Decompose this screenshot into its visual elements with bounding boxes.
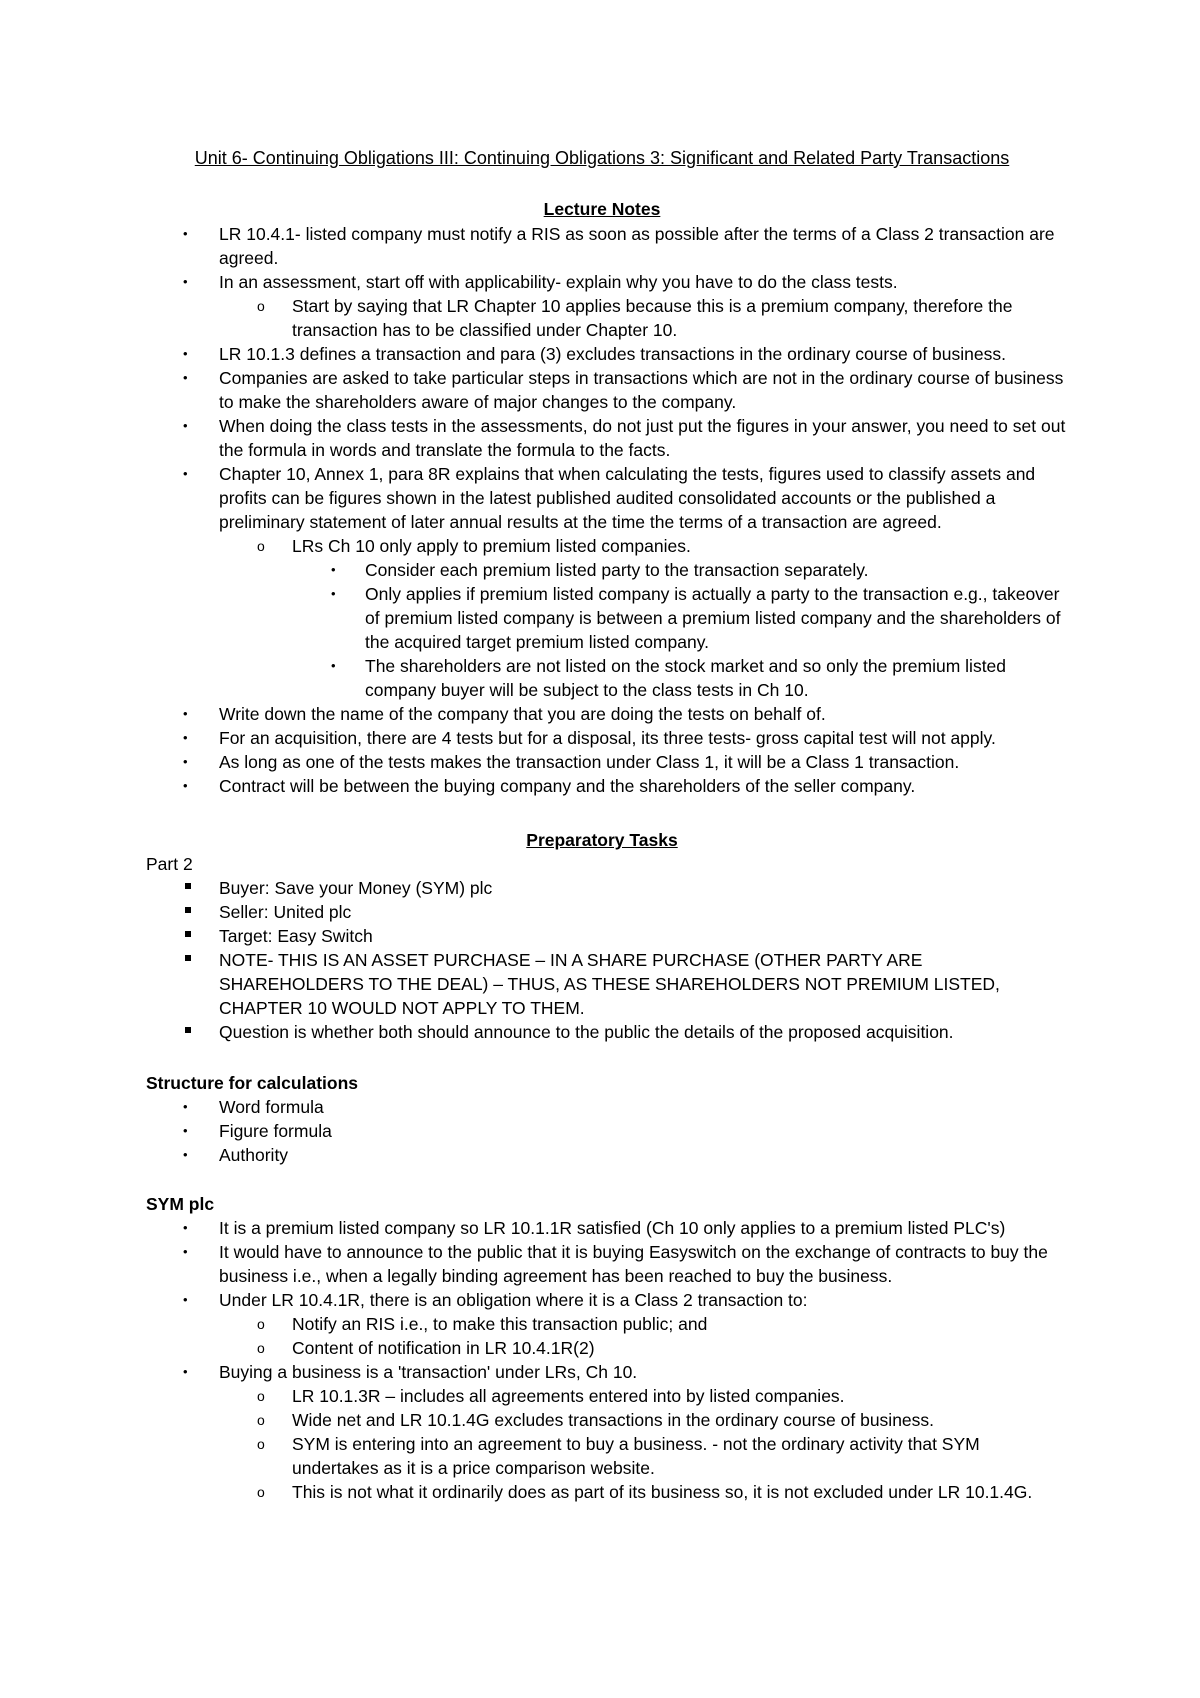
list-item-text: It is a premium listed company so LR 10.1.1R satisfied (Ch 10 only applies to a premium listed PLC's) bbox=[219, 1218, 1006, 1238]
circle-bullet-icon: o bbox=[257, 1484, 265, 1500]
list-item bbox=[0, 534, 1200, 558]
list-item-text: Content of notification in LR 10.4.1R(2) bbox=[292, 1338, 595, 1358]
square-bullet-icon bbox=[185, 955, 191, 961]
preparatory-list bbox=[0, 876, 1200, 1044]
list-item bbox=[0, 1095, 1200, 1119]
bullet-icon: • bbox=[183, 706, 188, 721]
list-item-text: Buying a business is a 'transaction' under LRs, Ch 10. bbox=[219, 1362, 638, 1382]
square-bullet-icon bbox=[185, 907, 191, 913]
list-item bbox=[0, 1312, 1200, 1336]
circle-bullet-icon: o bbox=[257, 1316, 265, 1332]
list-item bbox=[0, 1384, 1200, 1408]
list-item bbox=[0, 294, 1200, 342]
list-item-text: LRs Ch 10 only apply to premium listed companies. bbox=[292, 536, 691, 556]
bullet-icon: • bbox=[183, 418, 188, 433]
lecture-notes-list bbox=[0, 222, 1200, 798]
list-item-text: Seller: United plc bbox=[219, 902, 352, 922]
structure-heading: Structure for calculations bbox=[146, 1073, 358, 1093]
bullet-icon: • bbox=[183, 1147, 188, 1162]
list-item bbox=[0, 582, 1200, 654]
bullet-icon: • bbox=[183, 1220, 188, 1235]
list-item-text: In an assessment, start off with applicability- explain why you have to do the class tests. bbox=[219, 272, 898, 292]
list-item-text: Authority bbox=[219, 1145, 289, 1165]
list-item-text: Chapter 10, Annex 1, para 8R explains that when calculating the tests, figures used to classify assets and profits can be figures shown in the latest published audited consolidated accounts or the published a preliminary statement of later annual results at the time the terms of a transaction are agreed. bbox=[219, 464, 1036, 532]
bullet-icon: • bbox=[331, 586, 336, 601]
bullet-icon: • bbox=[331, 658, 336, 673]
list-item bbox=[0, 366, 1200, 414]
list-item bbox=[0, 1408, 1200, 1432]
list-item-text: Buyer: Save your Money (SYM) plc bbox=[219, 878, 493, 898]
bullet-icon: • bbox=[183, 778, 188, 793]
list-item bbox=[0, 1336, 1200, 1360]
list-item-text: Word formula bbox=[219, 1097, 324, 1117]
list-item bbox=[0, 900, 1200, 924]
lecture-notes-heading: Lecture Notes bbox=[543, 199, 661, 219]
list-item bbox=[0, 342, 1200, 366]
bullet-icon: • bbox=[183, 1292, 188, 1307]
bullet-icon: • bbox=[183, 466, 188, 481]
bullet-icon: • bbox=[183, 346, 188, 361]
list-item bbox=[0, 750, 1200, 774]
circle-bullet-icon: o bbox=[257, 1340, 265, 1356]
list-item-text: It would have to announce to the public that it is buying Easyswitch on the exchange of contracts to buy the business i.e., when a legally binding agreement has been reached to buy the business. bbox=[219, 1242, 1048, 1286]
list-item bbox=[0, 558, 1200, 582]
bullet-icon: • bbox=[183, 1364, 188, 1379]
bullet-icon: • bbox=[331, 562, 336, 577]
bullet-icon: • bbox=[183, 1099, 188, 1114]
square-bullet-icon bbox=[185, 931, 191, 937]
list-item-text: Target: Easy Switch bbox=[219, 926, 373, 946]
list-item-text: Contract will be between the buying company and the shareholders of the seller company. bbox=[219, 776, 916, 796]
square-bullet-icon bbox=[185, 883, 191, 889]
list-item-text: LR 10.1.3 defines a transaction and para (3) excludes transactions in the ordinary course of business. bbox=[219, 344, 1006, 364]
list-item bbox=[0, 876, 1200, 900]
sym-heading: SYM plc bbox=[146, 1194, 215, 1214]
bullet-icon: • bbox=[183, 370, 188, 385]
list-item bbox=[0, 1216, 1200, 1240]
list-item bbox=[0, 1480, 1200, 1504]
circle-bullet-icon: o bbox=[257, 538, 265, 554]
list-item-text: NOTE- THIS IS AN ASSET PURCHASE – IN A SHARE PURCHASE (OTHER PARTY ARE SHAREHOLDERS TO THE DEAL) – THUS, AS THESE SHAREHOLDERS NOT PREMIUM LISTED, CHAPTER 10 WOULD NOT APPLY TO THEM. bbox=[219, 950, 1000, 1018]
bullet-icon: • bbox=[183, 730, 188, 745]
bullet-icon: • bbox=[183, 754, 188, 769]
list-item-text: Notify an RIS i.e., to make this transaction public; and bbox=[292, 1314, 708, 1334]
list-item bbox=[0, 702, 1200, 726]
list-item bbox=[0, 1020, 1200, 1044]
list-item-text: Write down the name of the company that you are doing the tests on behalf of. bbox=[219, 704, 826, 724]
list-item bbox=[0, 774, 1200, 798]
list-item bbox=[0, 1288, 1200, 1312]
structure-list bbox=[0, 1095, 1200, 1167]
list-item bbox=[0, 462, 1200, 534]
list-item bbox=[0, 1432, 1200, 1480]
circle-bullet-icon: o bbox=[257, 1436, 265, 1452]
list-item-text: Consider each premium listed party to the transaction separately. bbox=[365, 560, 869, 580]
list-item-text: LR 10.1.3R – includes all agreements entered into by listed companies. bbox=[292, 1386, 845, 1406]
list-item bbox=[0, 1240, 1200, 1288]
circle-bullet-icon: o bbox=[257, 1412, 265, 1428]
list-item bbox=[0, 726, 1200, 750]
list-item bbox=[0, 1143, 1200, 1167]
list-item-text: Companies are asked to take particular steps in transactions which are not in the ordinary course of business to make the shareholders aware of major changes to the company. bbox=[219, 368, 1064, 412]
list-item-text: SYM is entering into an agreement to buy a business. - not the ordinary activity that SYM undertakes as it is a price comparison website. bbox=[292, 1434, 980, 1478]
circle-bullet-icon: o bbox=[257, 298, 265, 314]
list-item bbox=[0, 1360, 1200, 1384]
list-item bbox=[0, 414, 1200, 462]
list-item-text: Start by saying that LR Chapter 10 applies because this is a premium company, therefore the transaction has to be classified under Chapter 10. bbox=[292, 296, 1013, 340]
preparatory-tasks-heading: Preparatory Tasks bbox=[526, 830, 678, 850]
list-item-text: When doing the class tests in the assessments, do not just put the figures in your answer, you need to set out the formula in words and translate the formula to the facts. bbox=[219, 416, 1066, 460]
document-title: Unit 6- Continuing Obligations III: Continuing Obligations 3: Significant and Related Party Transactions bbox=[194, 148, 1010, 168]
list-item-text: LR 10.4.1- listed company must notify a RIS as soon as possible after the terms of a Class 2 transaction are agreed. bbox=[219, 224, 1055, 268]
list-item bbox=[0, 270, 1200, 294]
list-item-text: Question is whether both should announce to the public the details of the proposed acquisition. bbox=[219, 1022, 954, 1042]
list-item-text: For an acquisition, there are 4 tests but for a disposal, its three tests- gross capital test will not apply. bbox=[219, 728, 996, 748]
list-item-text: Figure formula bbox=[219, 1121, 332, 1141]
list-item bbox=[0, 1119, 1200, 1143]
square-bullet-icon bbox=[185, 1027, 191, 1033]
list-item-text: Wide net and LR 10.1.4G excludes transactions in the ordinary course of business. bbox=[292, 1410, 935, 1430]
list-item-text: This is not what it ordinarily does as part of its business so, it is not excluded under LR 10.1.4G. bbox=[292, 1482, 1033, 1502]
list-item-text: As long as one of the tests makes the transaction under Class 1, it will be a Class 1 transaction. bbox=[219, 752, 960, 772]
list-item bbox=[0, 924, 1200, 948]
list-item-text: Only applies if premium listed company is actually a party to the transaction e.g., takeover of premium listed company is between a premium listed company and the shareholders of the acquired target premium listed company. bbox=[365, 584, 1061, 652]
sym-list bbox=[0, 1216, 1200, 1504]
bullet-icon: • bbox=[183, 1244, 188, 1259]
list-item-text: The shareholders are not listed on the stock market and so only the premium listed company buyer will be subject to the class tests in Ch 10. bbox=[365, 656, 1007, 700]
part-label: Part 2 bbox=[146, 854, 193, 874]
circle-bullet-icon: o bbox=[257, 1388, 265, 1404]
bullet-icon: • bbox=[183, 274, 188, 289]
bullet-icon: • bbox=[183, 1123, 188, 1138]
list-item bbox=[0, 948, 1200, 1020]
list-item-text: Under LR 10.4.1R, there is an obligation where it is a Class 2 transaction to: bbox=[219, 1290, 808, 1310]
list-item bbox=[0, 222, 1200, 270]
bullet-icon: • bbox=[183, 226, 188, 241]
list-item bbox=[0, 654, 1200, 702]
